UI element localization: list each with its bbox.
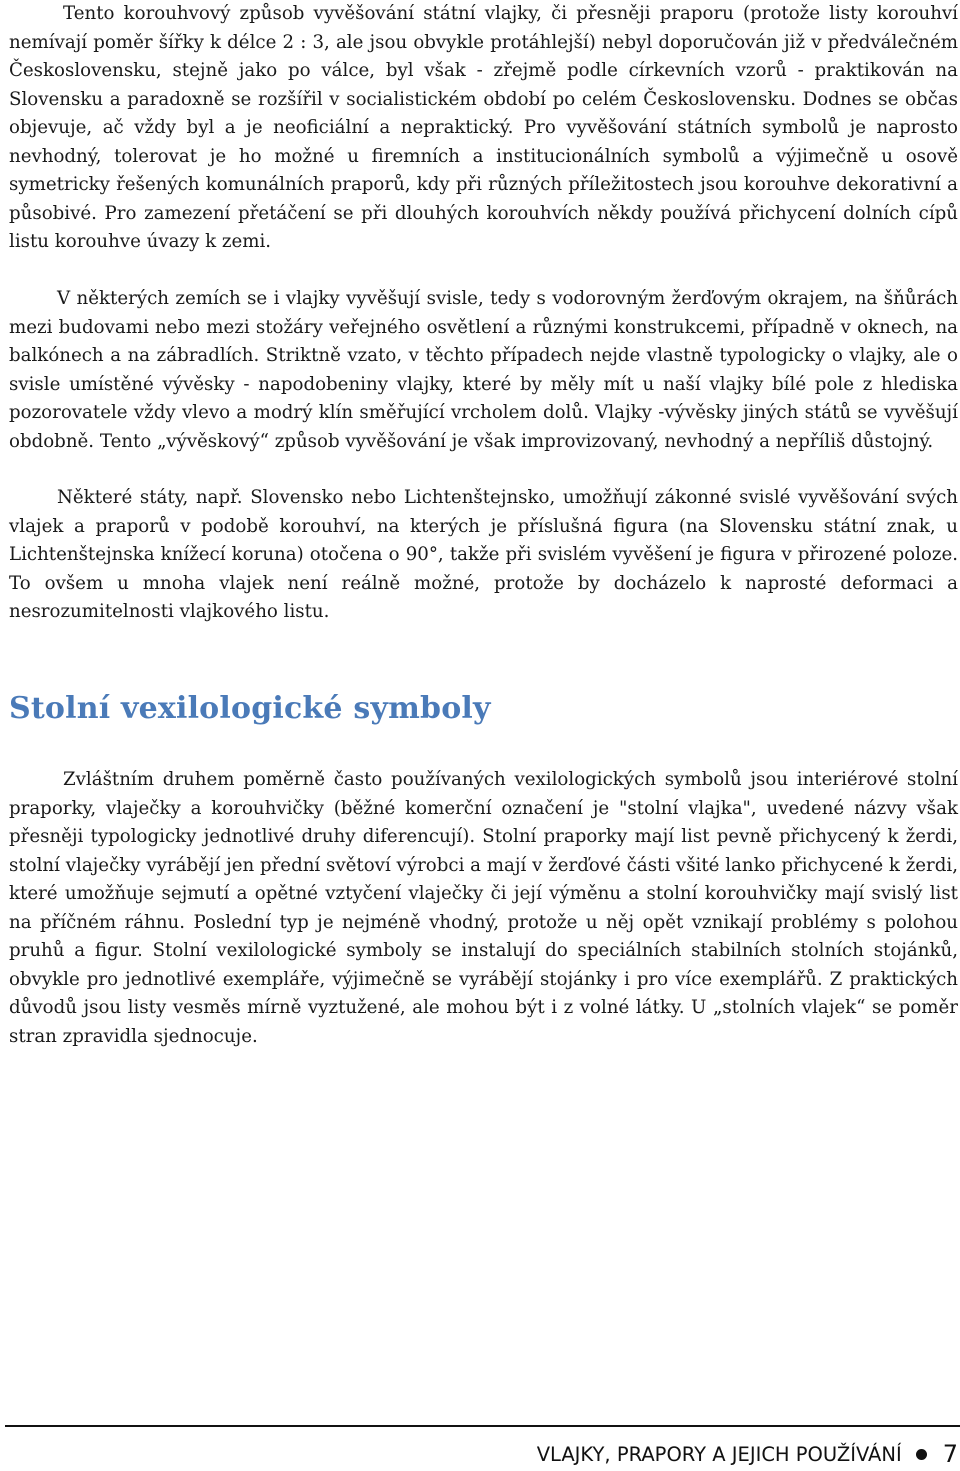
- paragraph-statni-korouhve: Některé státy, např. Slovensko nebo Lichtenštejnsko, umožňují zákonné svislé vyvěšování svých vlajek a praporů v podobě korouhví, na kterých je příslušná figura (na Slovensku státní znak, u Lichtenštejnska knížecí koruna) otočena o 90°, takže při svislém vyvěšení je figura v přirozené poloze. To ovšem u mnoha vlajek není reálně možné, protože by docházelo k naprosté deformaci a nesrozumitelnosti vlajkového listu.: [9, 487, 958, 622]
- section-heading: Stolní vexilologické symboly: [9, 691, 491, 726]
- footer-title: VLAJKY, PRAPORY A JEJICH POUŽÍVÁNÍ: [536, 1442, 902, 1466]
- page-number: 7: [942, 1440, 958, 1468]
- paragraph-korouhve: Tento korouhvový způsob vyvěšování státní vlajky, či přesněji praporu (protože listy korouhví nemívají poměr šířky k délce 2 : 3, ale jsou obvykle protáhlejší) nebyl doporučován již v předválečném Československu, stejně jako po válce, byl však - zřejmě podle církevních vzorů - praktikován na Slovensku a paradoxně se rozšířil v socialistickém období po celém Československu. Dodnes se občas objevuje, ač vždy byl a je neoficiální a nepraktický. Pro vyvěšování státních symbolů je naprosto nevhodný, tolerovat je ho možné u firemních a institucionálních symbolů a výjimečně u osově symetricky řešených komunálních praporů, kdy při různých příležitostech jsou korouhve dekorativní a působivé. Pro zamezení přetáčení se při dlouhých korouhvích někdy používá přichycení dolních cípů listu korouhve úvazy k zemi.: [9, 3, 958, 252]
- paragraph-stolni-symboly: Zvláštním druhem poměrně často používaných vexilologických symbolů jsou interiérové stolní praporky, vlaječky a korouhvičky (běžné komerční označení je "stolní vlajka", uvedené názvy však přesněji typologicky jednotlivé druhy diferencují). Stolní praporky mají list pevně přichycený k žerdi, stolní vlaječky vyrábějí jen přední světoví výrobci a mají v žerďové části všité lanko přichycené k žerdi, které umožňuje sejmutí a opětné vztyčení vlaječky či její výměnu a stolní korouhvičky mají svislý list na příčném ráhnu. Poslední typ je nejméně vhodný, protože u něj opět vznikají problémy s polohou pruhů a figur. Stolní vexilologické symboly se instalují do speciálních stabilních stolních stojánků, obvykle pro jednotlivé exempláře, výjimečně se vyrábějí stojánky i pro více exemplářů. Z praktických důvodů jsou listy vesměs mírně vyztužené, ale mohou být i z volné látky. U „stolních vlajek“ se poměr stran zpravidla sjednocuje.: [9, 769, 958, 1047]
- footer-divider: [5, 1425, 960, 1427]
- paragraph-svisle-vyvesovani: V některých zemích se i vlajky vyvěšují svisle, tedy s vodorovným žerďovým okrajem, na šňůrách mezi budovami nebo mezi stožáry veřejného osvětlení a různými konstrukcemi, případně v oknech, na balkónech a na zábradlích. Striktně vzato, v těchto případech nejde vlastně typologicky o vlajky, ale o svisle umístěné vývěsky - napodobeniny vlajky, které by měly mít u naší vlajky bílé pole z hlediska pozorovatele vždy vlevo a modrý klín směřující vrcholem dolů. Vlajky -vývěsky jiných států se vyvěšují obdobně. Tento „vývěskový“ způsob vyvěšování je však improvizovaný, nevhodný a nepříliš důstojný.: [9, 288, 958, 452]
- bullet-icon: [916, 1449, 927, 1460]
- page-footer: [537, 1440, 958, 1468]
